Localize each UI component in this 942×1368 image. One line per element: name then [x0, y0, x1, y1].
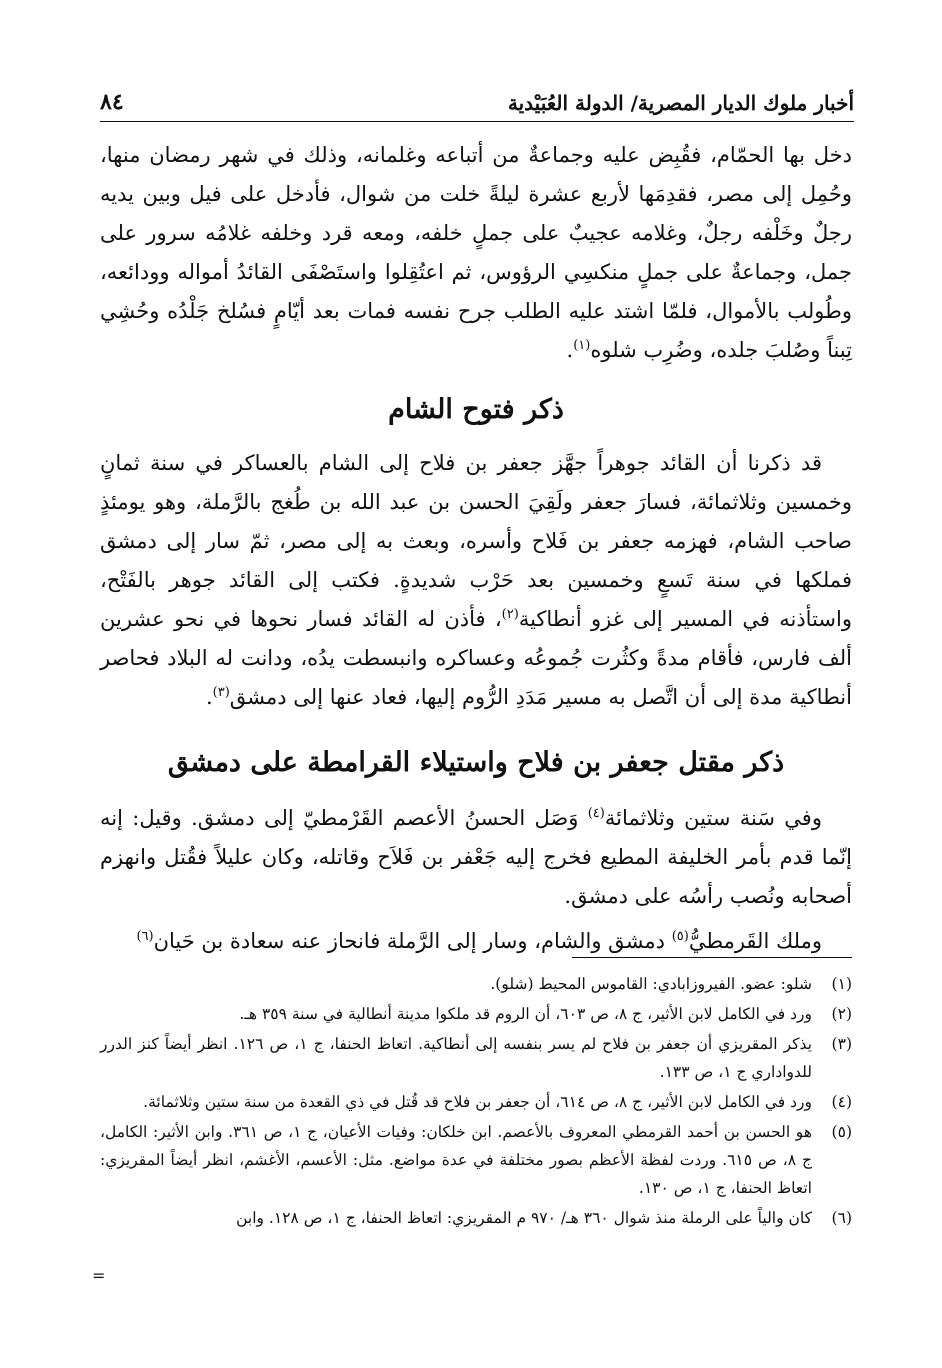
footnote-number: (١) — [831, 975, 852, 993]
footnote-separator — [572, 957, 852, 958]
footnote-ref-5: (٥) — [671, 929, 689, 944]
paragraph-3 — [100, 799, 852, 916]
paragraph-2-text-a: قد ذكرنا أن القائد جوهراً جهَّز جعفر بن فلاح إلى الشام بالعساكر في سنة ثمانٍ وخمسين وثلاثمائة، فسارَ جعفر ولَقِيَ الحسن بن عبد الله بن طُغج بالرَّملة، وهو يومئذٍ صاحب الشام، فهزمه جعفر بن فَلاح وأسره، وبعث به إلى مصر، ثمّ سار إلى دمشق فملكها في سنة تَسعٍ وخمسين بعد حَرْب شديدةٍ. فكتب إلى القائد جوهر بالفَتْح، واستأذنه في المسير إلى غزو أنطاكية — [100, 451, 852, 631]
footnote — [100, 1118, 852, 1202]
section-heading-death-of-jafar: ذكر مقتل جعفر بن فلاح واستيلاء القرامطة على دمشق — [167, 747, 785, 778]
footnote-ref-4: (٤) — [587, 806, 605, 821]
footnote-ref-1: (١) — [573, 338, 591, 353]
section-heading-conquest-of-sham: ذكر فتوح الشام — [388, 394, 564, 425]
footnote-text: ورد في الكامل لابن الأثير، ج ٨، ص ٦٠٣، أن الروم قد ملكوا مدينة أنطالية في سنة ٣٥٩ هـ. — [239, 1005, 812, 1023]
body-text — [100, 136, 852, 961]
paragraph-2 — [100, 444, 852, 717]
footnote — [100, 1088, 852, 1116]
page-number: ٨٤ — [100, 89, 124, 115]
footnote — [100, 1000, 852, 1028]
footnote-text: كان والياً على الرملة منذ شوال ٣٦٠ هـ/ ٩٧٠ م المقريزي: اتعاظ الحنفا، ج ١، ص ١٢٨. وابن — [236, 1209, 812, 1227]
footnote-number: (٤) — [831, 1093, 852, 1111]
footnote — [100, 970, 852, 998]
footnote-text: ورد في الكامل لابن الأثير، ج ٨، ص ٦١٤، أن جعفر بن فلاح قد قُتل في ذي القعدة من سنة ستين وثلاثمائة. — [143, 1093, 812, 1111]
paragraph-3-text-b: وَصَل الحسنُ الأعصم القَرْمطيّ إلى دمشق. وقيل: إنه إنّما قدم بأمر الخليفة المطيع فخرج إليه جَعْفر بن فَلاَح وقاتله، وكان عليلاً فقُتل وانهزم أصحابه ونُصب رأسُه على دمشق. — [100, 806, 852, 908]
paragraph-4-text-a: وملك القَرمطيُّ — [688, 929, 822, 953]
footnote-number: (٥) — [831, 1123, 852, 1141]
page-header — [100, 86, 854, 122]
paragraph-1-end: . — [566, 338, 574, 362]
footnote-number: (٣) — [831, 1035, 852, 1053]
footnote-number: (٢) — [831, 1005, 852, 1023]
footnote-ref-6: (٦) — [136, 929, 154, 944]
paragraph-1-text: دخل بها الحمّام، فقُبِض عليه وجماعةٌ من أتباعه وغلمانه، وذلك في شهر رمضان منها، وحُمِل إلى مصر، فقدِمَها لأربع عشرة ليلةً خلت من شوال، فأدخل على فيل وبين يديه رجلٌ وخَلْفه رجلٌ، وغلامه عجيبٌ على جملٍ خلفه، ومعه قرد وخلفه غلامُه سرور على جمل، وجماعةٌ على جملٍ منكسِي الرؤوس، ثم اعتُقِلوا واستَصْفَى القائدُ أمواله وودائعه، وطُولب بالأموال، فلمّا اشتد عليه الطلب جرح نفسه فمات بعد أيّامٍ فسُلخ جَلْدُه وحُشِي تِبناً وصُلبَ جلده، وضُرِب شلوه — [100, 143, 852, 362]
paragraph-1 — [100, 136, 852, 370]
footnote-text: يذكر المقريزي أن جعفر بن فلاح لم يسر بنفسه إلى أنطاكية. اتعاظ الحنفا، ج ١، ص ١٢٦. انظر أيضاً كنز الدرر للدواداري ج ١، ص ١٣٣. — [100, 1035, 812, 1081]
paragraph-2-end: . — [205, 685, 213, 709]
continuation-mark: = — [92, 1266, 106, 1285]
footnote-number: (٦) — [831, 1209, 852, 1227]
footnote — [100, 1204, 852, 1232]
footnote-ref-3: (٣) — [212, 685, 230, 700]
footnote-ref-2: (٢) — [501, 607, 519, 622]
footnote-text: شلو: عضو. الفيروزابادي: القاموس المحيط (شلو). — [490, 975, 812, 993]
footnote — [100, 1030, 852, 1086]
paragraph-4-text-b: دمشق والشام، وسار إلى الرَّملة فانحاز عنه سعادة بن حَيان — [153, 929, 672, 953]
paragraph-4 — [100, 922, 852, 961]
footnotes — [100, 970, 852, 1234]
footnote-text: هو الحسن بن أحمد القرمطي المعروف بالأعصم. ابن خلكان: وفيات الأعيان، ج ١، ص ٣٦١. وابن الأثير: الكامل، ج ٨، ص ٦١٥. وردت لفظة الأعظم بصور مختلفة في عدة مواضع. مثل: الأعسم، الأغشم، انظر أيضاً المقريزي: اتعاظ الحنفا، ج ١، ص ١٣٠. — [100, 1123, 812, 1197]
running-title: أخبار ملوك الديار المصرية/ الدولة العُبَيْدية — [507, 91, 854, 115]
paragraph-3-text-a: وفي سَنة ستين وثلاثمائة — [604, 806, 822, 830]
paragraph-2-text-b: ، فأذن له القائد فسار نحوها في نحو عشرين ألف فارس، فأقام مدةً وكثُرت جُموعُه وعساكره وانبسطت يدُه، ودانت له البلاد فحاصر أنطاكية مدة إلى أن اتَّصل به مسير مَدَدِ الرُّوم إليها، فعاد عنها إلى دمشق — [100, 607, 852, 709]
